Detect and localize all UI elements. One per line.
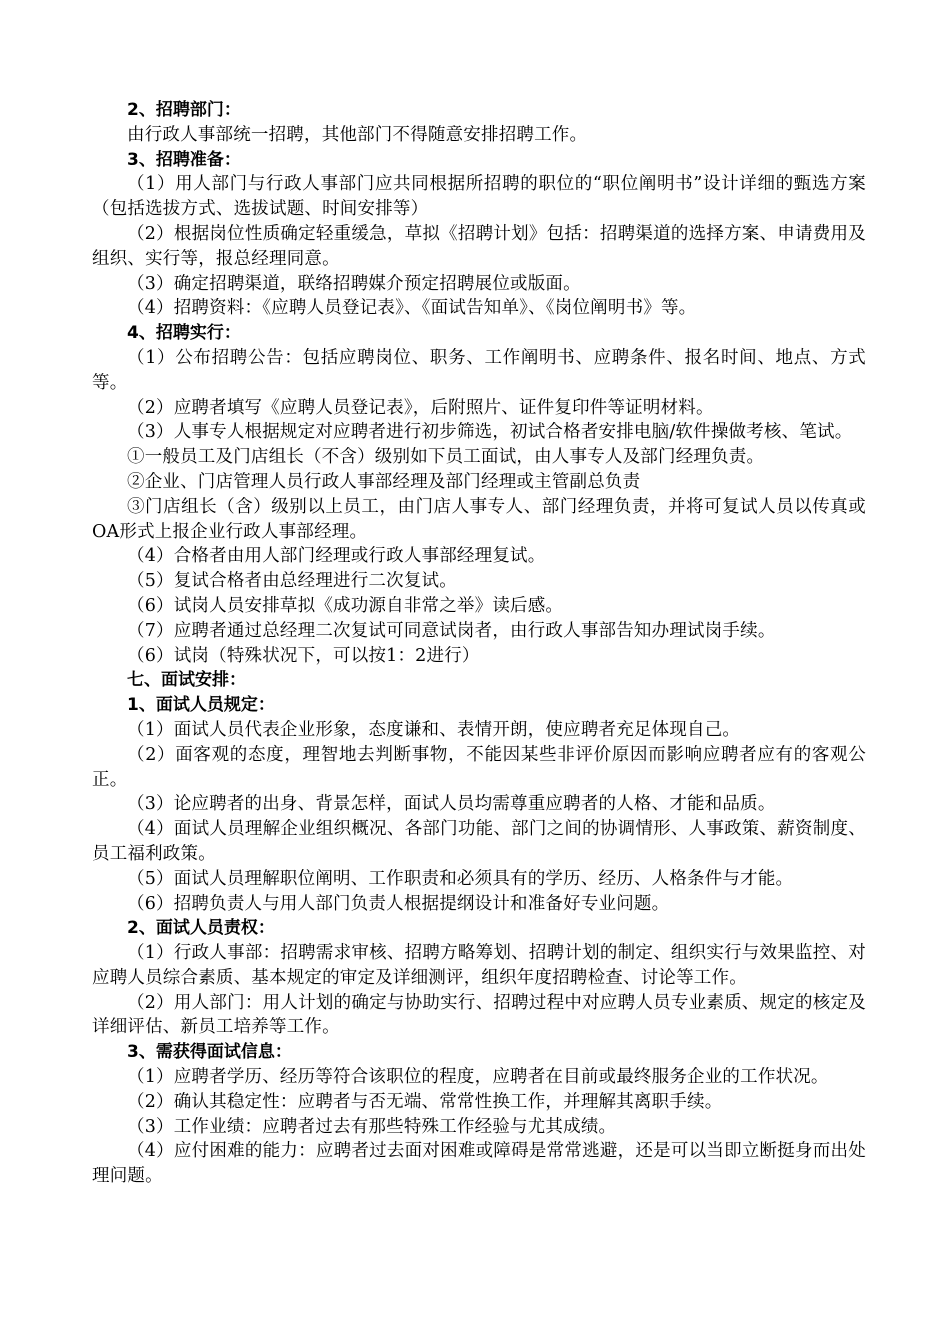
section-heading: 4、招聘实行： — [127, 323, 241, 344]
paragraph: （3）论应聘者的出身、背景怎样，面试人员均需尊重应聘者的人格、才能和品质。 — [127, 794, 776, 815]
paragraph: （4）应付困难的能力：应聘者过去面对困难或障碍是常常逃避，还是可以当即立断挺身而出处理问题。 — [92, 1141, 866, 1187]
paragraph: （4）面试人员理解企业组织概况、各部门功能、部门之间的协调情形、人事政策、薪资制度、员工福利政策。 — [92, 819, 866, 864]
paragraph: ②企业、门店管理人员行政人事部经理及部门经理或主管副总负责 — [127, 471, 641, 492]
paragraph: （3）工作业绩：应聘者过去有那些特殊工作经验与尤其成绩。 — [127, 1116, 617, 1137]
paragraph: （3）人事专人根据规定对应聘者进行初步筛选，初试合格者安排电脑/软件操做考核、笔试。 — [127, 422, 853, 443]
chapter-heading: 七、面试安排： — [127, 670, 246, 691]
paragraph: （1）面试人员代表企业形象，态度谦和、表情开朗，使应聘者充足体现自己。 — [127, 719, 741, 740]
paragraph: （4）招聘资料：《应聘人员登记表》、《面试告知单》、《岗位阐明书》等。 — [127, 298, 697, 319]
section-heading: 3、招聘准备： — [127, 149, 241, 170]
paragraph: （6）试岗（特殊状况下，可以按1：2进行） — [127, 645, 480, 666]
document-page — [92, 98, 866, 1189]
paragraph: （2）面客观的态度，理智地去判断事物，不能因某些非评价原因而影响应聘者应有的客观公正。 — [92, 744, 866, 790]
paragraph: （2）确认其稳定性：应聘者与否无端、常常性换工作，并理解其离职手续。 — [127, 1091, 723, 1112]
paragraph: （2）用人部门：用人计划的确定与协助实行、招聘过程中对应聘人员专业素质、规定的核定及详细评估、新员工培养等工作。 — [92, 992, 866, 1038]
paragraph: （1）行政人事部：招聘需求审核、招聘方略筹划、招聘计划的制定、组织实行与效果监控、对应聘人员综合素质、基本规定的审定及详细测评，组织年度招聘检查、讨论等工作。 — [92, 943, 866, 988]
paragraph: （1）用人部门与行政人事部门应共同根据所招聘的职位的“职位阐明书”设计详细的甄选方案（包括选拔方式、选拔试题、时间安排等） — [92, 174, 866, 220]
paragraph: （2）根据岗位性质确定轻重缓急，草拟《招聘计划》包括：招聘渠道的选择方案、申请费用及组织、实行等，报总经理同意。 — [92, 223, 866, 269]
paragraph: （6）招聘负责人与用人部门负责人根据提纲设计和准备好专业问题。 — [127, 893, 670, 914]
section-heading: 1、面试人员规定： — [127, 695, 275, 716]
section-heading: 2、面试人员责权： — [127, 918, 275, 939]
paragraph: （2）应聘者填写《应聘人员登记表》，后附照片、证件复印件等证明材料。 — [127, 397, 714, 418]
paragraph: （7）应聘者通过总经理二次复试可同意试岗者，由行政人事部告知办理试岗手续。 — [127, 620, 776, 641]
body-line: 由行政人事部统一招聘，其他部门不得随意安排招聘工作。 — [127, 124, 588, 145]
paragraph: （1）应聘者学历、经历等符合该职位的程度，应聘者在目前或最终服务企业的工作状况。 — [127, 1067, 829, 1088]
section-heading: 2、招聘部门： — [127, 100, 241, 120]
paragraph: （5）复试合格者由总经理进行二次复试。 — [127, 571, 457, 592]
section-heading: 3、需获得面试信息： — [127, 1042, 292, 1063]
paragraph: （6）试岗人员安排草拟《成功源自非常之举》读后感。 — [127, 595, 564, 616]
paragraph: （5）面试人员理解职位阐明、工作职责和必须具有的学历、经历、人格条件与才能。 — [127, 868, 794, 889]
paragraph: ③门店组长（含）级别以上员工，由门店人事专人、部门经理负责，并将可复试人员以传真或OA形式上报企业行政人事部经理。 — [92, 496, 866, 542]
paragraph: （3）确定招聘渠道，联络招聘媒介预定招聘展位或版面。 — [127, 273, 581, 294]
paragraph: ①一般员工及门店组长（不含）级别如下员工面试，由人事专人及部门经理负责。 — [127, 447, 765, 468]
paragraph: （4）合格者由用人部门经理或行政人事部经理复试。 — [127, 546, 546, 567]
paragraph: （1）公布招聘公告：包括应聘岗位、职务、工作阐明书、应聘条件、报名时间、地点、方式等。 — [92, 347, 866, 393]
